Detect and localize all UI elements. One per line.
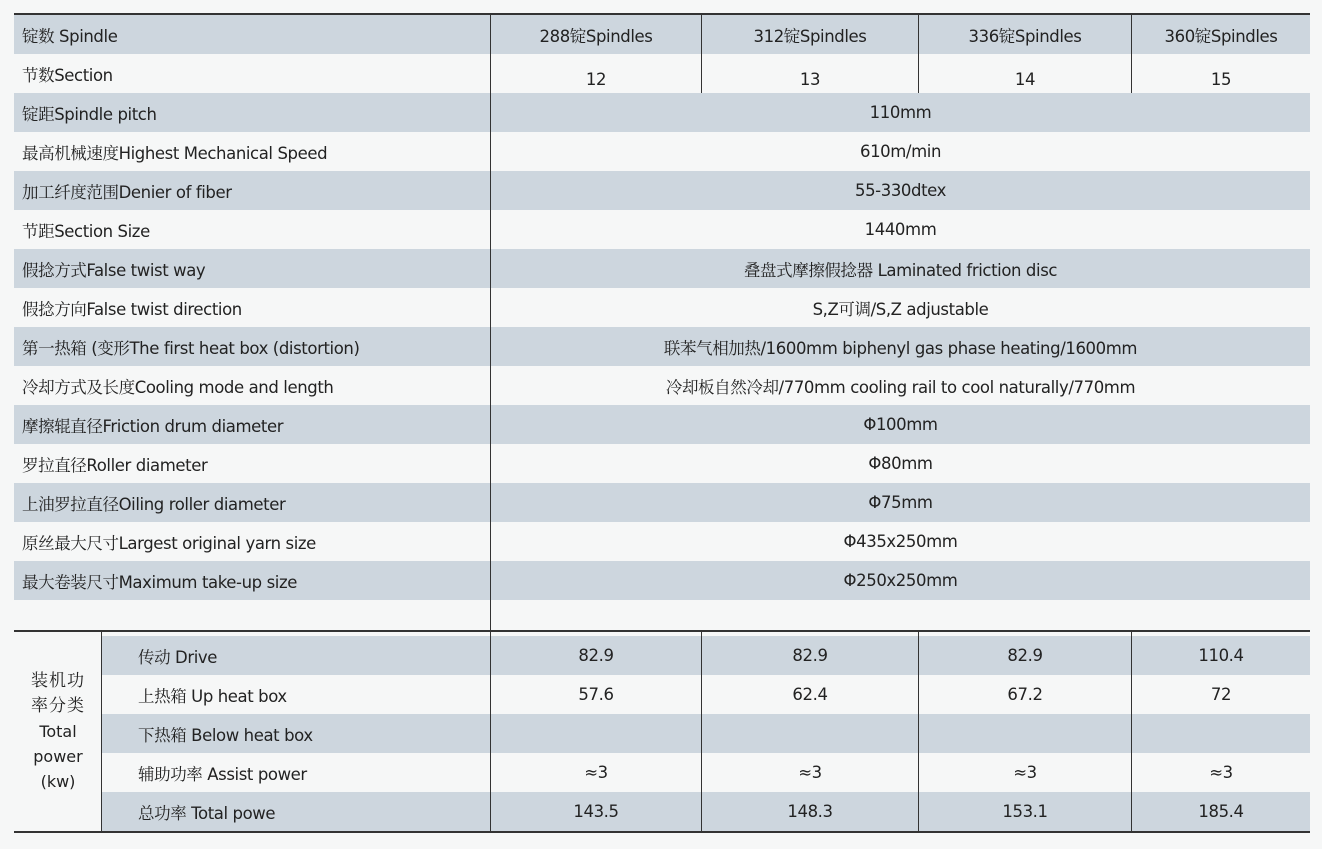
col-divider-2-top (918, 15, 919, 93)
spec-label: 假捻方式False twist way (22, 260, 206, 280)
spec-value: 联苯气相加热/1600mm biphenyl gas phase heating/1600mm (663, 338, 1138, 358)
power-value: 185.4 (1198, 802, 1244, 821)
power-value: 82.9 (1007, 646, 1043, 665)
power-value: 153.1 (1002, 802, 1048, 821)
spec-label: 最大卷装尺寸Maximum take-up size (22, 572, 297, 592)
spec-value: 1440mm (864, 220, 937, 239)
power-value: ≈3 (798, 763, 822, 782)
spec-label: 假捻方向False twist direction (22, 299, 242, 319)
label-divider-line (490, 15, 491, 831)
spec-value: 55-330dtex (854, 181, 946, 200)
power-value (1132, 714, 1310, 753)
power-row (102, 714, 1310, 753)
power-value: 82.9 (792, 646, 828, 665)
power-row (102, 792, 1310, 831)
power-value: 57.6 (578, 685, 614, 704)
spec-row (14, 249, 1310, 288)
col-divider-3-top (1131, 15, 1132, 93)
spec-value: Φ80mm (868, 454, 933, 473)
power-group-en-1: Total (39, 722, 77, 741)
header-col-312: 312锭Spindles (753, 26, 867, 46)
power-row (102, 636, 1310, 675)
col-divider-1-bottom (701, 632, 702, 831)
spec-value: Φ100mm (863, 415, 938, 434)
header-col-288: 288锭Spindles (539, 26, 653, 46)
spec-label: 节距Section Size (22, 221, 150, 241)
spec-row (14, 483, 1310, 522)
spec-value: Φ250x250mm (843, 571, 958, 590)
power-value: 67.2 (1007, 685, 1043, 704)
spec-value: S,Z可调/S,Z adjustable (812, 299, 989, 319)
header-label: 锭数 Spindle (22, 26, 118, 46)
spec-label: 加工纤度范围Denier of fiber (22, 182, 232, 202)
section-value-312: 13 (799, 70, 821, 89)
spec-row (14, 210, 1310, 249)
spec-row (14, 327, 1310, 366)
col-divider-3-bottom (1131, 632, 1132, 831)
section-value-288: 12 (585, 70, 607, 89)
header-row (14, 15, 1310, 54)
spec-value: Φ435x250mm (843, 532, 958, 551)
section-value-360: 15 (1210, 70, 1232, 89)
section-row (14, 54, 1310, 93)
col-divider-1-top (701, 15, 702, 93)
power-label: 上热箱 Up heat box (138, 686, 287, 706)
power-value: ≈3 (1013, 763, 1037, 782)
power-label: 辅助功率 Assist power (138, 764, 307, 784)
power-value (491, 714, 701, 753)
spec-label: 第一热箱 (变形The first heat box (distortion) (22, 338, 360, 358)
power-value: 62.4 (792, 685, 828, 704)
spec-value: Φ75mm (868, 493, 933, 512)
power-value: 110.4 (1198, 646, 1244, 665)
spec-label: 罗拉直径Roller diameter (22, 455, 208, 475)
power-row (102, 753, 1310, 792)
table-bottom-rule (14, 831, 1310, 833)
power-value: 72 (1210, 685, 1232, 704)
power-group-en-2: power (33, 747, 83, 766)
spec-row (14, 132, 1310, 171)
power-value: 148.3 (787, 802, 833, 821)
power-value: ≈3 (584, 763, 608, 782)
power-top-rule (14, 630, 1310, 632)
spec-row (14, 171, 1310, 210)
power-label: 传动 Drive (138, 647, 218, 667)
col-divider-2-bottom (918, 632, 919, 831)
section-label: 节数Section (22, 65, 113, 85)
spec-row (14, 522, 1310, 561)
power-group-divider (101, 632, 102, 831)
power-row (102, 675, 1310, 714)
spacer-row (14, 593, 1310, 630)
power-value: 82.9 (578, 646, 614, 665)
spec-label: 上油罗拉直径Oiling roller diameter (22, 494, 286, 514)
power-group-cn-2: 率分类 (31, 696, 85, 716)
spec-value: 叠盘式摩擦假捻器 Laminated friction disc (743, 260, 1058, 280)
power-value (919, 714, 1131, 753)
spec-label: 锭距Spindle pitch (22, 104, 157, 124)
spec-row (14, 366, 1310, 405)
power-label: 总功率 Total powe (138, 803, 276, 823)
spec-label: 摩擦辊直径Friction drum diameter (22, 416, 284, 436)
spec-value: 冷却板自然冷却/770mm cooling rail to cool naturally/770mm (665, 377, 1136, 397)
power-value: ≈3 (1209, 763, 1233, 782)
power-group-cn-1: 装机功 (31, 671, 85, 691)
power-value (702, 714, 918, 753)
spec-label: 原丝最大尺寸Largest original yarn size (22, 533, 316, 553)
header-col-360: 360锭Spindles (1164, 26, 1278, 46)
power-group-en-3: (kw) (40, 772, 76, 791)
spec-label: 冷却方式及长度Cooling mode and length (22, 377, 334, 397)
power-label: 下热箱 Below heat box (138, 725, 313, 745)
power-value: 143.5 (573, 802, 619, 821)
power-group-label (14, 632, 102, 831)
spec-row (14, 93, 1310, 132)
spec-value: 610m/min (859, 142, 942, 161)
spec-row (14, 444, 1310, 483)
header-col-336: 336锭Spindles (968, 26, 1082, 46)
spec-row (14, 405, 1310, 444)
spec-label: 最高机械速度Highest Mechanical Speed (22, 143, 328, 163)
spec-row (14, 288, 1310, 327)
spec-value: 110mm (869, 103, 932, 122)
section-value-336: 14 (1014, 70, 1036, 89)
